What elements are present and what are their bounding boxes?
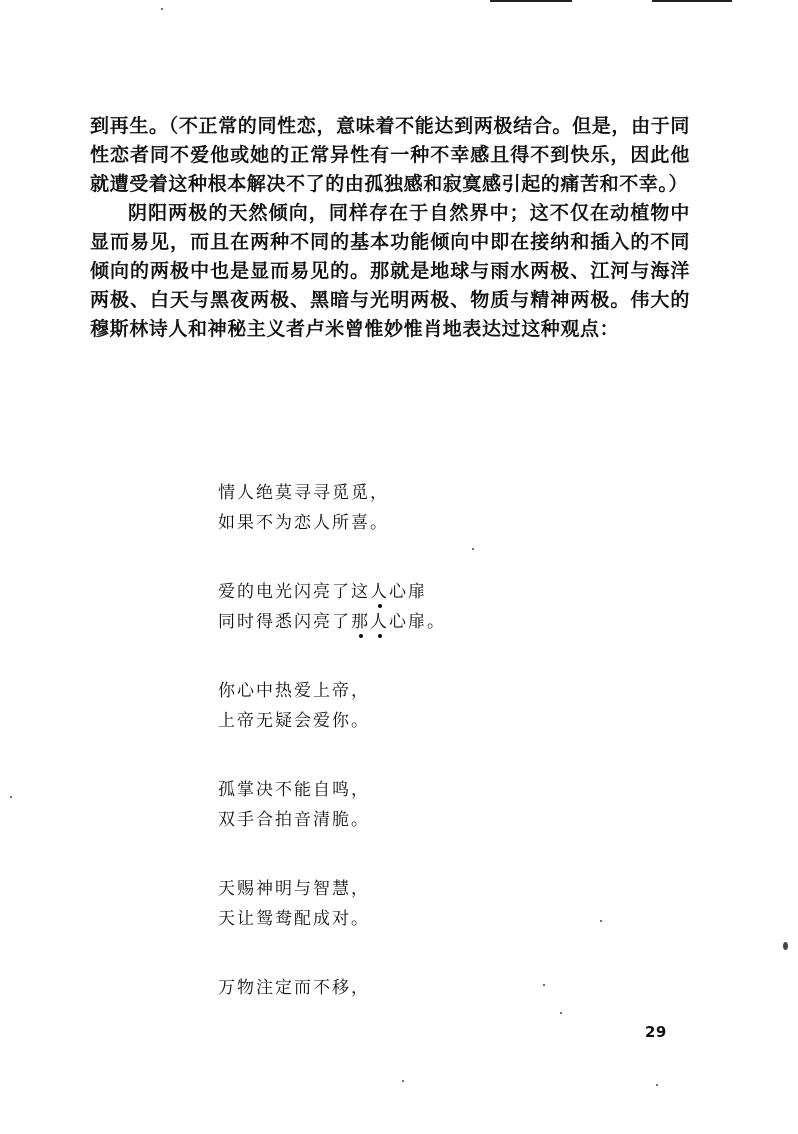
top-rule-right <box>652 0 732 2</box>
poem-text: 同时得悉闪亮了 <box>218 612 351 632</box>
scan-speck <box>783 942 788 950</box>
poem-text: 心扉。 <box>389 612 446 632</box>
emphasis-char: 人 <box>370 582 389 602</box>
poem-line: 天赐神明与智慧， <box>218 879 370 899</box>
poem-line: 上帝无疑会爱你。 <box>218 711 370 731</box>
poem-stanza <box>218 478 518 538</box>
scan-speck <box>560 1012 562 1014</box>
poem-line <box>218 577 518 607</box>
poem-stanza <box>218 775 518 835</box>
emphasis-char: 那 <box>351 612 370 632</box>
poem-stanza <box>218 973 518 1003</box>
paragraph-yin-yang: 阴阳两极的天然倾向，同样存在于自然界中；这不仅在动植物中显而易见，而且在两种不同的基本功能倾向中即在接纳和插入的不同倾向的两极中也是显而易见的。那就是地球与雨水两极、江河与海洋两极、白天与黑夜两极、黑暗与光明两极、物质与精神两极。伟大的穆斯林诗人和神秘主义者卢米曾惟妙惟肖地表达过这种观点： <box>90 202 690 340</box>
poem-line: 如果不为恋人所喜。 <box>218 513 389 533</box>
poem-line: 双手合拍音清脆。 <box>218 810 370 830</box>
poem-stanza <box>218 577 518 637</box>
scan-speck <box>656 1084 658 1086</box>
scan-speck <box>161 8 163 10</box>
top-rule-left <box>490 0 572 2</box>
scan-speck <box>600 920 602 922</box>
poem-line <box>218 607 518 637</box>
poem-text: 爱的电光闪亮了这 <box>218 582 370 602</box>
poem-line: 天让鸳鸯配成对。 <box>218 909 370 929</box>
poem-text: 心扉 <box>389 582 427 602</box>
poem-stanza <box>218 676 518 736</box>
scan-speck <box>543 984 545 986</box>
poem-stanza <box>218 874 518 934</box>
poem-line: 万物注定而不移， <box>218 978 370 998</box>
poem-line: 情人绝莫寻寻觅觅， <box>218 483 389 503</box>
scan-speck <box>472 548 474 550</box>
poem-line: 你心中热爱上帝， <box>218 681 370 701</box>
poem <box>218 478 518 1042</box>
paragraph-continued: 到再生。（不正常的同性恋，意味着不能达到两极结合。但是，由于同性恋者同不爱他或她的正常异性有一种不幸感且得不到快乐，因此他就遭受着这种根本解决不了的由孤独感和寂寞感引起的痛苦和不幸。） <box>90 115 690 195</box>
scan-speck <box>10 796 12 798</box>
body-text <box>90 112 690 344</box>
emphasis-char: 人 <box>370 612 389 632</box>
scan-speck <box>402 1080 404 1082</box>
poem-line: 孤掌决不能自鸣， <box>218 780 370 800</box>
page-number: 29 <box>645 1023 667 1041</box>
